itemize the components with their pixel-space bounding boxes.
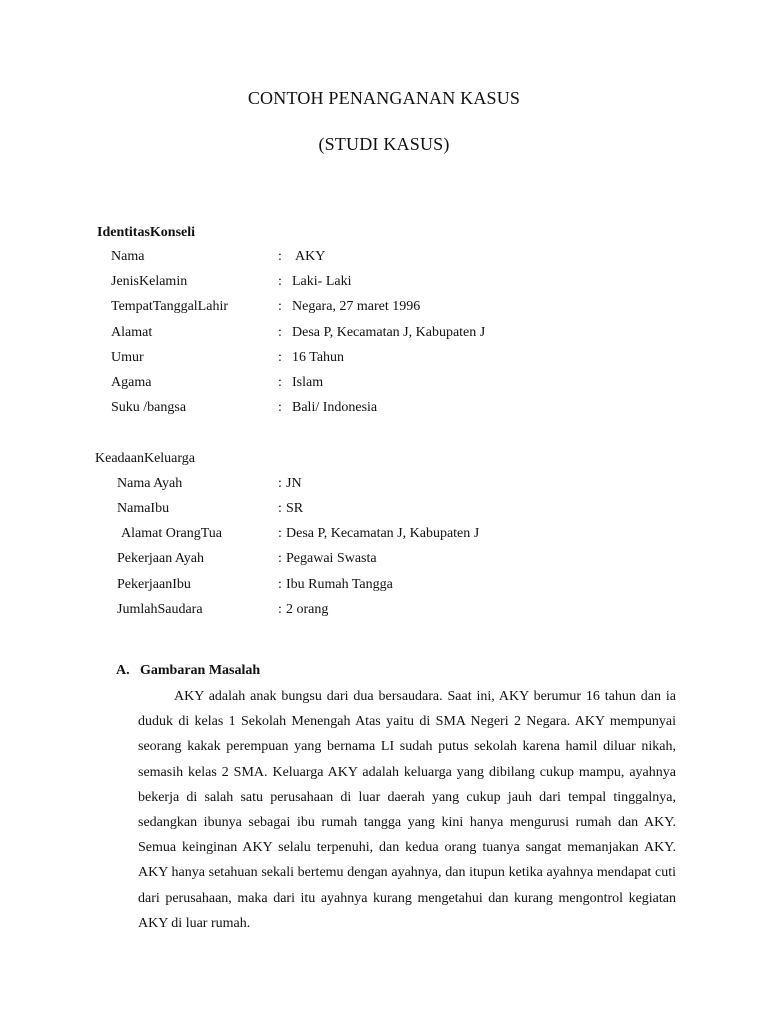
field-colon: : (278, 551, 282, 566)
field-colon: : (278, 501, 282, 516)
field-colon: : (278, 299, 282, 314)
keluarga-heading: KeadaanKeluarga (95, 451, 196, 466)
field-label: Agama (111, 375, 152, 390)
field-colon: : (278, 476, 282, 491)
field-value: SR (286, 501, 304, 516)
field-value: Pegawai Swasta (286, 551, 377, 566)
field-value: Ibu Rumah Tangga (286, 577, 393, 592)
field-label: Umur (111, 350, 144, 365)
section-a-heading (116, 663, 260, 679)
field-value: Bali/ Indonesia (292, 400, 378, 415)
field-value: Desa P, Kecamatan J, Kabupaten J (292, 325, 486, 340)
field-colon: : (278, 526, 282, 541)
field-colon: : (278, 400, 282, 415)
field-label: JenisKelamin (111, 274, 188, 289)
field-colon: : (278, 325, 282, 340)
field-label: Pekerjaan Ayah (117, 551, 204, 566)
field-value: Desa P, Kecamatan J, Kabupaten J (286, 526, 480, 541)
field-colon: : (278, 350, 282, 365)
field-value: Laki- Laki (292, 274, 352, 289)
field-label: Nama Ayah (117, 476, 183, 491)
document-title: CONTOH PENANGANAN KASUS (247, 88, 521, 108)
field-colon: : (278, 249, 282, 264)
field-value: Islam (292, 375, 324, 390)
field-label: TempatTanggalLahir (111, 299, 228, 314)
field-label: NamaIbu (117, 501, 170, 516)
field-colon: : (278, 375, 282, 390)
field-label: Alamat (111, 325, 153, 340)
field-colon: : (278, 602, 282, 617)
section-a-title: Gambaran Masalah (140, 663, 261, 678)
field-colon: : (278, 274, 282, 289)
field-label: JumlahSaudara (117, 602, 203, 617)
identitas-heading: IdentitasKonseli (97, 225, 196, 240)
section-a-letter: A. (116, 663, 130, 678)
field-value: JN (286, 476, 302, 491)
field-value: Negara, 27 maret 1996 (292, 299, 421, 314)
field-value: 16 Tahun (292, 350, 345, 365)
document-subtitle: (STUDI KASUS) (318, 134, 450, 154)
field-label: Alamat OrangTua (121, 526, 222, 541)
field-label: Suku /bangsa (111, 400, 187, 415)
field-value: 2 orang (286, 602, 329, 617)
section-a-paragraph: AKY adalah anak bungsu dari dua bersaudara. Saat ini, AKY berumur 16 tahun dan ia duduk di kelas 1 Sekolah Menengah Atas yaitu di SMA Negeri 2 Negara. AKY mempunyai seorang kakak perempuan yang bernama LI sudah putus sekolah karena hamil diluar nikah, semasih kelas 2 SMA. Keluarga AKY adalah keluarga yang dibilang cukup mampu, ayahnya bekerja di salah satu perusahaan di luar daerah yang cukup jauh dari tempal tinggalnya, sedangkan ibunya sebagai ibu rumah tangga yang kini hanya mengurusi rumah dan AKY. Semua keinginan AKY selalu terpenuhi, dan kedua orang tuanya sangat memanjakan AKY. AKY hanya setahuan sekali bertemu dengan ayahnya, dan itupun ketika ayahnya mendapat cuti dari perusahaan, maka dari itu ayahnya kurang mengetahui dan kurang mengontrol kegiatan AKY di luar rumah. (138, 689, 676, 931)
field-value: AKY (295, 249, 326, 264)
field-colon: : (278, 577, 282, 592)
field-label: PekerjaanIbu (117, 577, 191, 592)
field-label: Nama (111, 249, 145, 264)
